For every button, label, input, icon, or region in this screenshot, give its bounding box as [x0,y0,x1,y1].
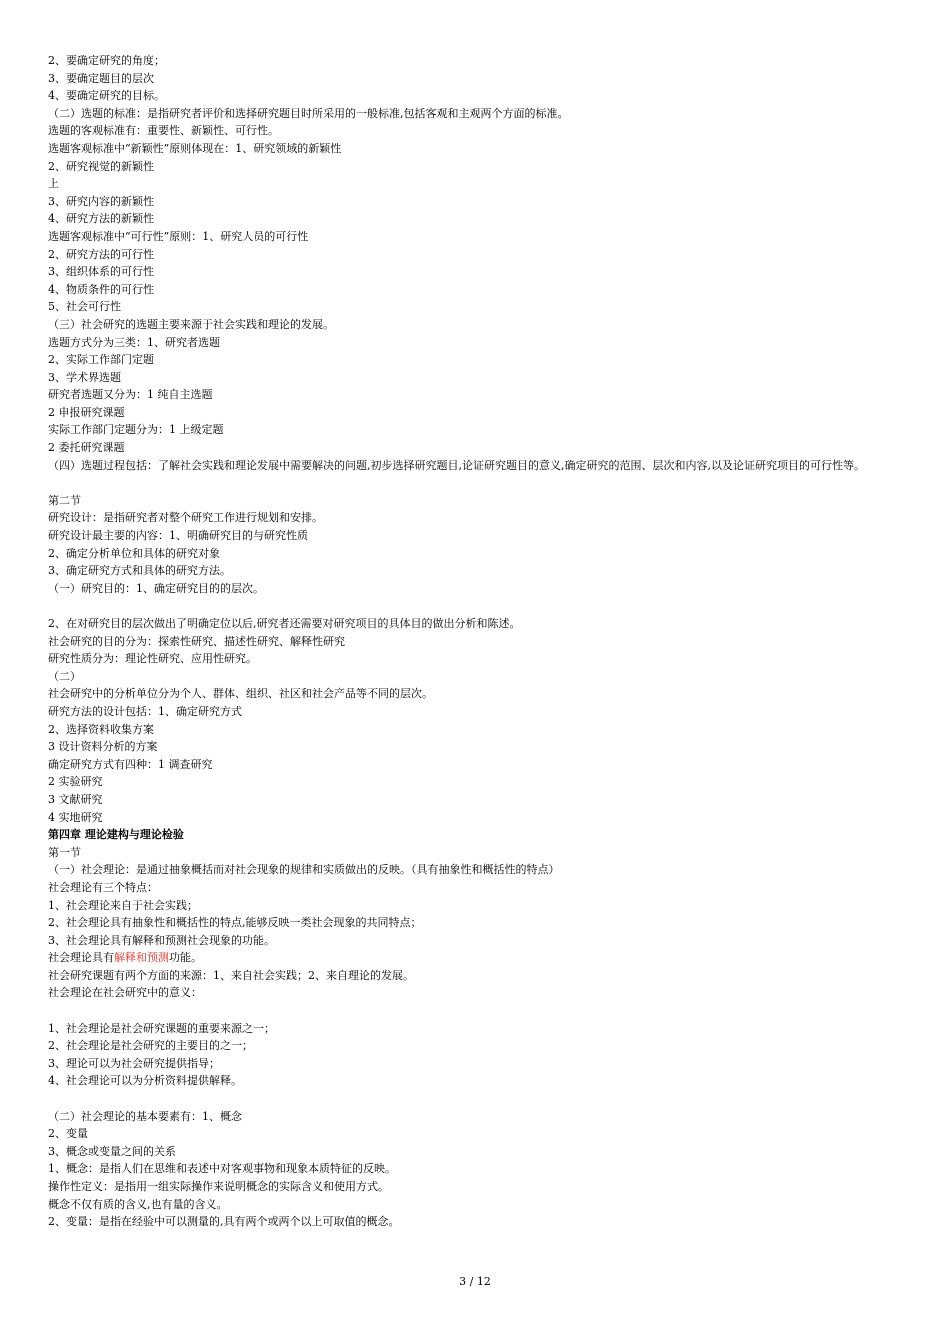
text-line: 社会研究课题有两个方面的来源：1、来自社会实践；2、来自理论的发展。 [48,968,414,982]
page-number: 3 / 12 [459,1275,491,1288]
text-line: （二）选题的标准：是指研究者评价和选择研究题目时所采用的一般标准,包括客观和主观两个方面的标准。 [48,106,569,120]
text-line: 2、变量：是指在经验中可以测量的,具有两个或两个以上可取值的概念。 [48,1215,400,1229]
text-line: 3 文献研究 [48,792,103,806]
text-line: （一）社会理论：是通过抽象概括而对社会现象的规律和实质做出的反映。（具有抽象性和概括性的特点） [48,863,560,877]
text-line: 4、社会理论可以为分析资料提供解释。 [48,1074,242,1088]
text-line: 2、变量 [48,1127,88,1141]
text-line: 社会理论在社会研究中的意义： [48,986,202,1000]
text-line: 3 设计资料分析的方案 [48,740,158,754]
functions-line [48,949,908,967]
text-line: 3、研究内容的新颖性 [48,194,154,208]
text-line: 2、实际工作部门定题 [48,353,154,367]
text-line: 3、概念或变量之间的关系 [48,1144,176,1158]
text-line: 3、社会理论具有解释和预测社会现象的功能。 [48,933,275,947]
text-line: 2 委托研究课题 [48,441,125,455]
text-line: 1、社会理论来自于社会实践； [48,898,198,912]
text-line: 3、组织体系的可行性 [48,265,154,279]
text-line: 研究设计最主要的内容：1、明确研究目的与研究性质 [48,529,308,543]
text-line: 社会研究中的分析单位分为个人、群体、组织、社区和社会产品等不同的层次。 [48,687,433,701]
text-line: 2 实验研究 [48,775,103,789]
body-lines-part2b [48,967,908,1231]
text-line: 研究设计：是指研究者对整个研究工作进行规划和安排。 [48,511,323,525]
text-line: 2、确定分析单位和具体的研究对象 [48,546,220,560]
text-line: 2 申报研究课题 [48,405,125,419]
text-line: 4、研究方法的新颖性 [48,212,154,226]
text-line: 上 [48,177,59,191]
functions-highlight: 解释和预测 [114,951,169,965]
body-lines-part1 [48,52,908,826]
text-line: （三）社会研究的选题主要来源于社会实践和理论的发展。 [48,317,334,331]
text-line: 研究方法的设计包括：1、确定研究方式 [48,704,242,718]
page-footer [0,1275,950,1289]
text-line: 实际工作部门定题分为：1 上级定题 [48,423,224,437]
document-page [48,52,908,1231]
text-line: 操作性定义：是指用一组实际操作来说明概念的实际含义和使用方式。 [48,1180,389,1193]
text-line: 4、要确定研究的目标。 [48,89,165,103]
text-line: （四）选题过程包括：了解社会实践和理论发展中需要解决的问题,初步选择研究题目,论证研究题目的意义,确定研究的范围、层次和内容,以及论证研究项目的可行性等。 [48,458,865,472]
text-line [48,474,908,492]
text-line: 第二节 [48,493,81,507]
text-line [48,597,908,615]
text-line: （二） [48,669,81,683]
text-line: 2、研究视觉的新颖性 [48,159,154,173]
text-line [48,1090,908,1108]
text-line [48,1002,908,1020]
text-line: 2、要确定研究的角度； [48,54,165,67]
text-line: 2、选择资料收集方案 [48,722,154,736]
text-line: 概念不仅有质的含义,也有量的含义。 [48,1197,228,1211]
text-line: 3、学术界选题 [48,370,121,384]
text-line: 确定研究方式有四种：1 调查研究 [48,757,213,771]
text-line: 选题客观标准中“可行性”原则：1、研究人员的可行性 [48,229,309,243]
text-line: 研究者选题又分为：1 纯自主选题 [48,388,213,402]
functions-prefix: 社会理论具有 [48,951,114,965]
text-line: 2、社会理论具有抽象性和概括性的特点,能够反映一类社会现象的共同特点； [48,916,422,930]
text-line: 1、概念：是指人们在思维和表述中对客观事物和现象本质特征的反映。 [48,1162,396,1176]
text-line: 2、研究方法的可行性 [48,247,154,261]
text-line: 社会理论有三个特点： [48,880,158,894]
body-lines-part2a [48,844,908,950]
text-line: 选题方式分为三类：1、研究者选题 [48,335,220,349]
text-line: 5、社会可行性 [48,300,121,314]
text-line: 研究性质分为：理论性研究、应用性研究。 [48,652,257,666]
text-line: 2、社会理论是社会研究的主要目的之一； [48,1039,253,1053]
text-line: 社会研究的目的分为：探索性研究、描述性研究、解释性研究 [48,634,345,648]
text-line: 4、物质条件的可行性 [48,282,154,296]
text-line: 第一节 [48,845,81,859]
functions-suffix: 功能。 [169,951,202,965]
chapter-heading: 第四章 理论建构与理论检验 [48,828,184,842]
text-line: 3、要确定题目的层次 [48,71,154,85]
text-line: 4 实地研究 [48,810,103,824]
text-line: 3、确定研究方式和具体的研究方法。 [48,564,231,578]
text-line: 选题客观标准中“新颖性”原则体现在：1、研究领域的新颖性 [48,141,342,155]
text-line: 2、在对研究目的层次做出了明确定位以后,研究者还需要对研究项目的具体目的做出分析和陈述。 [48,617,521,630]
text-line: 1、社会理论是社会研究课题的重要来源之一； [48,1021,275,1035]
text-line: （一）研究目的：1、确定研究目的的层次。 [48,581,264,595]
text-line: （二）社会理论的基本要素有：1、概念 [48,1109,242,1123]
text-line: 3、理论可以为社会研究提供指导； [48,1056,220,1070]
text-line: 选题的客观标准有：重要性、新颖性、可行性。 [48,124,279,138]
